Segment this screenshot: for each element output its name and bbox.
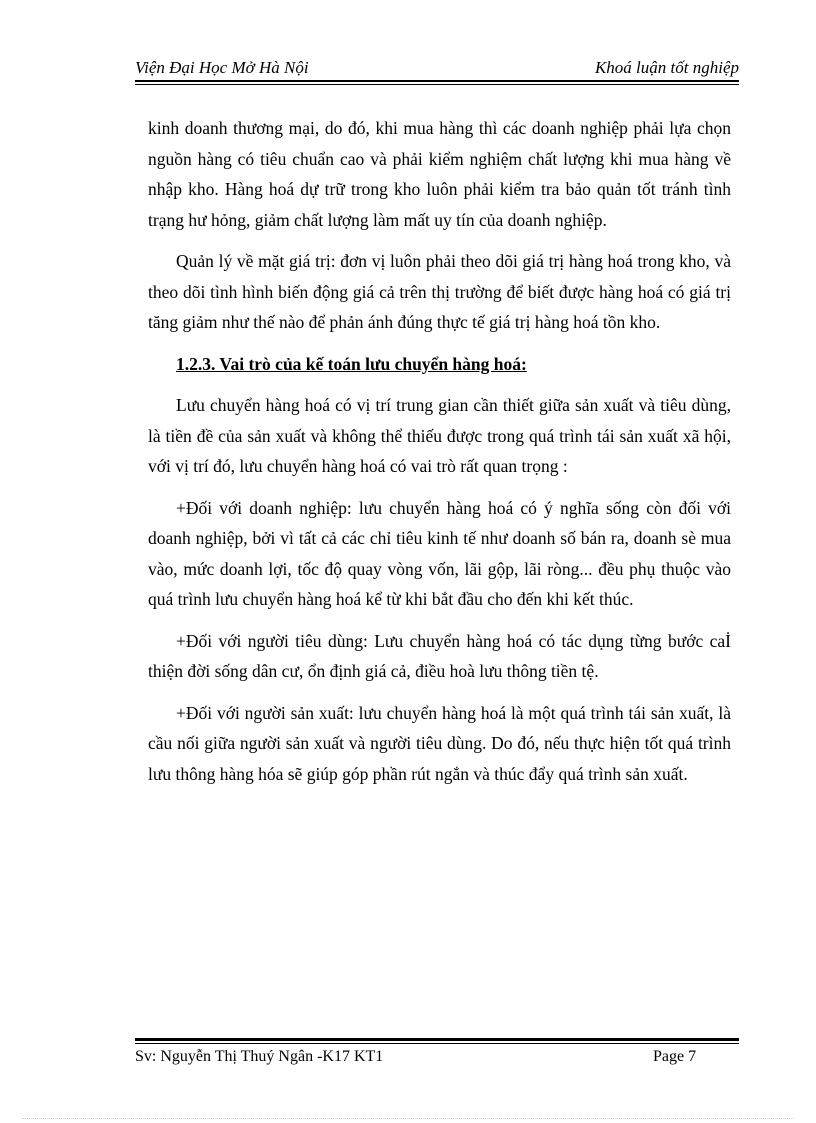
page-footer — [135, 1046, 739, 1070]
section-heading: 1.2.3. Vai trò của kế toán lưu chuyển hàng hoá: — [176, 353, 527, 374]
footer-rule-thick — [135, 1038, 739, 1041]
header-rule-thin — [135, 84, 739, 85]
paragraph-consumer: +Đối với người tiêu dùng: Lưu chuyển hàng hoá có tác dụng từng bước caİ thiện đời sống dân cư, ổn định giá cả, điều hoà lưu thông tiền tệ. — [148, 630, 731, 681]
paragraph-producer: +Đối với người sản xuất: lưu chuyển hàng hoá là một quá trình tái sản xuất, là cầu nối giữa người sản xuất và người tiêu dùng. Do đó, nếu thực hiện tốt quá trình lưu thông hàng hóa sẽ giúp góp phần rút ngắn và thúc đẩy quá trình sản xuất. — [148, 702, 731, 784]
header-institution: Viện Đại Học Mở Hà Nội — [135, 58, 309, 77]
footer-author: Sv: Nguyễn Thị Thuý Ngân -K17 KT1 — [135, 1048, 384, 1065]
paragraph-role-intro: Lưu chuyển hàng hoá có vị trí trung gian cần thiết giữa sản xuất và tiêu dùng, là tiền đề của sản xuất và không thể thiếu được trong quá trình tái sản xuất xã hội, với vị trí đó, lưu chuyển hàng hoá có vai trò rất quan trọng : — [148, 395, 731, 476]
header-document-type: Khoá luận tốt nghiệp — [594, 58, 739, 77]
body-text — [148, 113, 731, 800]
footer-rule-thin — [135, 1043, 739, 1044]
header-rule-thick — [135, 80, 739, 82]
page-number: Page 7 — [653, 1048, 697, 1065]
paragraph-continuation: kinh doanh thương mại, do đó, khi mua hàng thì các doanh nghiệp phải lựa chọn nguồn hàng có tiêu chuẩn cao và phải kiểm nghiệm chất lượng khi mua hàng về nhập kho. Hàng hoá dự trữ trong kho luôn phải kiểm tra bảo quản tốt tránh tình trạng hư hỏng, giảm chất lượng làm mất uy tín của doanh nghiệp. — [148, 118, 731, 230]
page-header — [135, 56, 739, 80]
page-edge-divider — [22, 1118, 794, 1119]
paragraph-value-management: Quản lý về mặt giá trị: đơn vị luôn phải theo dõi giá trị hàng hoá trong kho, và theo dõi tình hình biến động giá cả trên thị trường để biết được hàng hoá có giá trị tăng giảm như thế nào để phản ánh đúng thực tế giá trị hàng hoá tồn kho. — [148, 251, 731, 332]
paragraph-enterprise: +Đối với doanh nghiệp: lưu chuyển hàng hoá có ý nghĩa sống còn đối với doanh nghiệp, bởi vì tất cả các chỉ tiêu kinh tế như doanh số bán ra, doanh sè mua vào, mức doanh lợi, tốc độ quay vòng vốn, lãi gộp, lãi ròng... đều phụ thuộc vào quá trình lưu chuyển hàng hoá kể từ khi bắt đầu cho đến khi kết thúc. — [148, 497, 731, 609]
